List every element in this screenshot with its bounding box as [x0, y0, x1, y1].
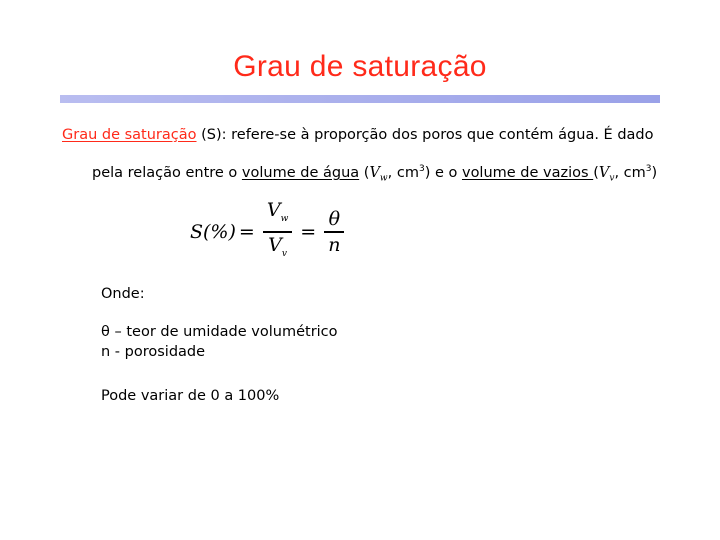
- formula-equals-2: =: [300, 221, 317, 243]
- unit-2-exponent: 3: [645, 164, 652, 174]
- theta-numerator: θ: [328, 208, 341, 231]
- definition-line-1: [62, 127, 654, 143]
- definition-mid: ) e o: [424, 164, 462, 181]
- n-definition: n - porosidade: [101, 344, 206, 360]
- onde-label: Onde:: [101, 286, 145, 302]
- fraction-vw-vv: [263, 198, 292, 265]
- definition-term: Grau de saturação: [62, 127, 197, 143]
- formula-equals-1: =: [238, 221, 255, 243]
- definition-text-1: (S): refere-se à proporção dos poros que contém água. É dado: [196, 127, 654, 143]
- unit-1: , cm: [387, 164, 419, 181]
- definition-line-2: [92, 164, 657, 184]
- fraction-theta-n: [324, 207, 344, 257]
- vv-denominator: V: [268, 233, 282, 256]
- formula-lhs: S(%): [190, 221, 236, 243]
- definition-text-2: pela relação entre o: [92, 164, 242, 181]
- paren-open-1: (: [359, 164, 370, 181]
- unit-2: , cm: [614, 164, 646, 181]
- vv-denominator-sub: v: [281, 248, 287, 259]
- title-underline: [60, 95, 660, 103]
- vw-numerator-sub: w: [280, 214, 289, 225]
- theta-definition: θ – teor de umidade volumétrico: [101, 324, 338, 340]
- water-volume-term: volume de água: [241, 164, 360, 181]
- vw-symbol: V: [369, 164, 380, 181]
- void-volume-term: volume de vazios: [461, 164, 594, 181]
- vw-numerator: V: [266, 199, 281, 222]
- vw-subscript: w: [379, 173, 388, 184]
- n-denominator: n: [328, 233, 341, 256]
- vv-subscript: v: [609, 173, 615, 184]
- range-note: Pode variar de 0 a 100%: [101, 388, 280, 404]
- vv-symbol: V: [598, 164, 610, 181]
- saturation-formula: [190, 199, 349, 262]
- unit-1-exponent: 3: [418, 164, 425, 174]
- paren-close: ): [651, 164, 658, 181]
- page-title: Grau de saturação: [233, 50, 487, 83]
- fraction-1-denominator: [264, 233, 291, 266]
- fraction-1-numerator: [263, 198, 292, 231]
- paren-open-2: (: [593, 164, 599, 181]
